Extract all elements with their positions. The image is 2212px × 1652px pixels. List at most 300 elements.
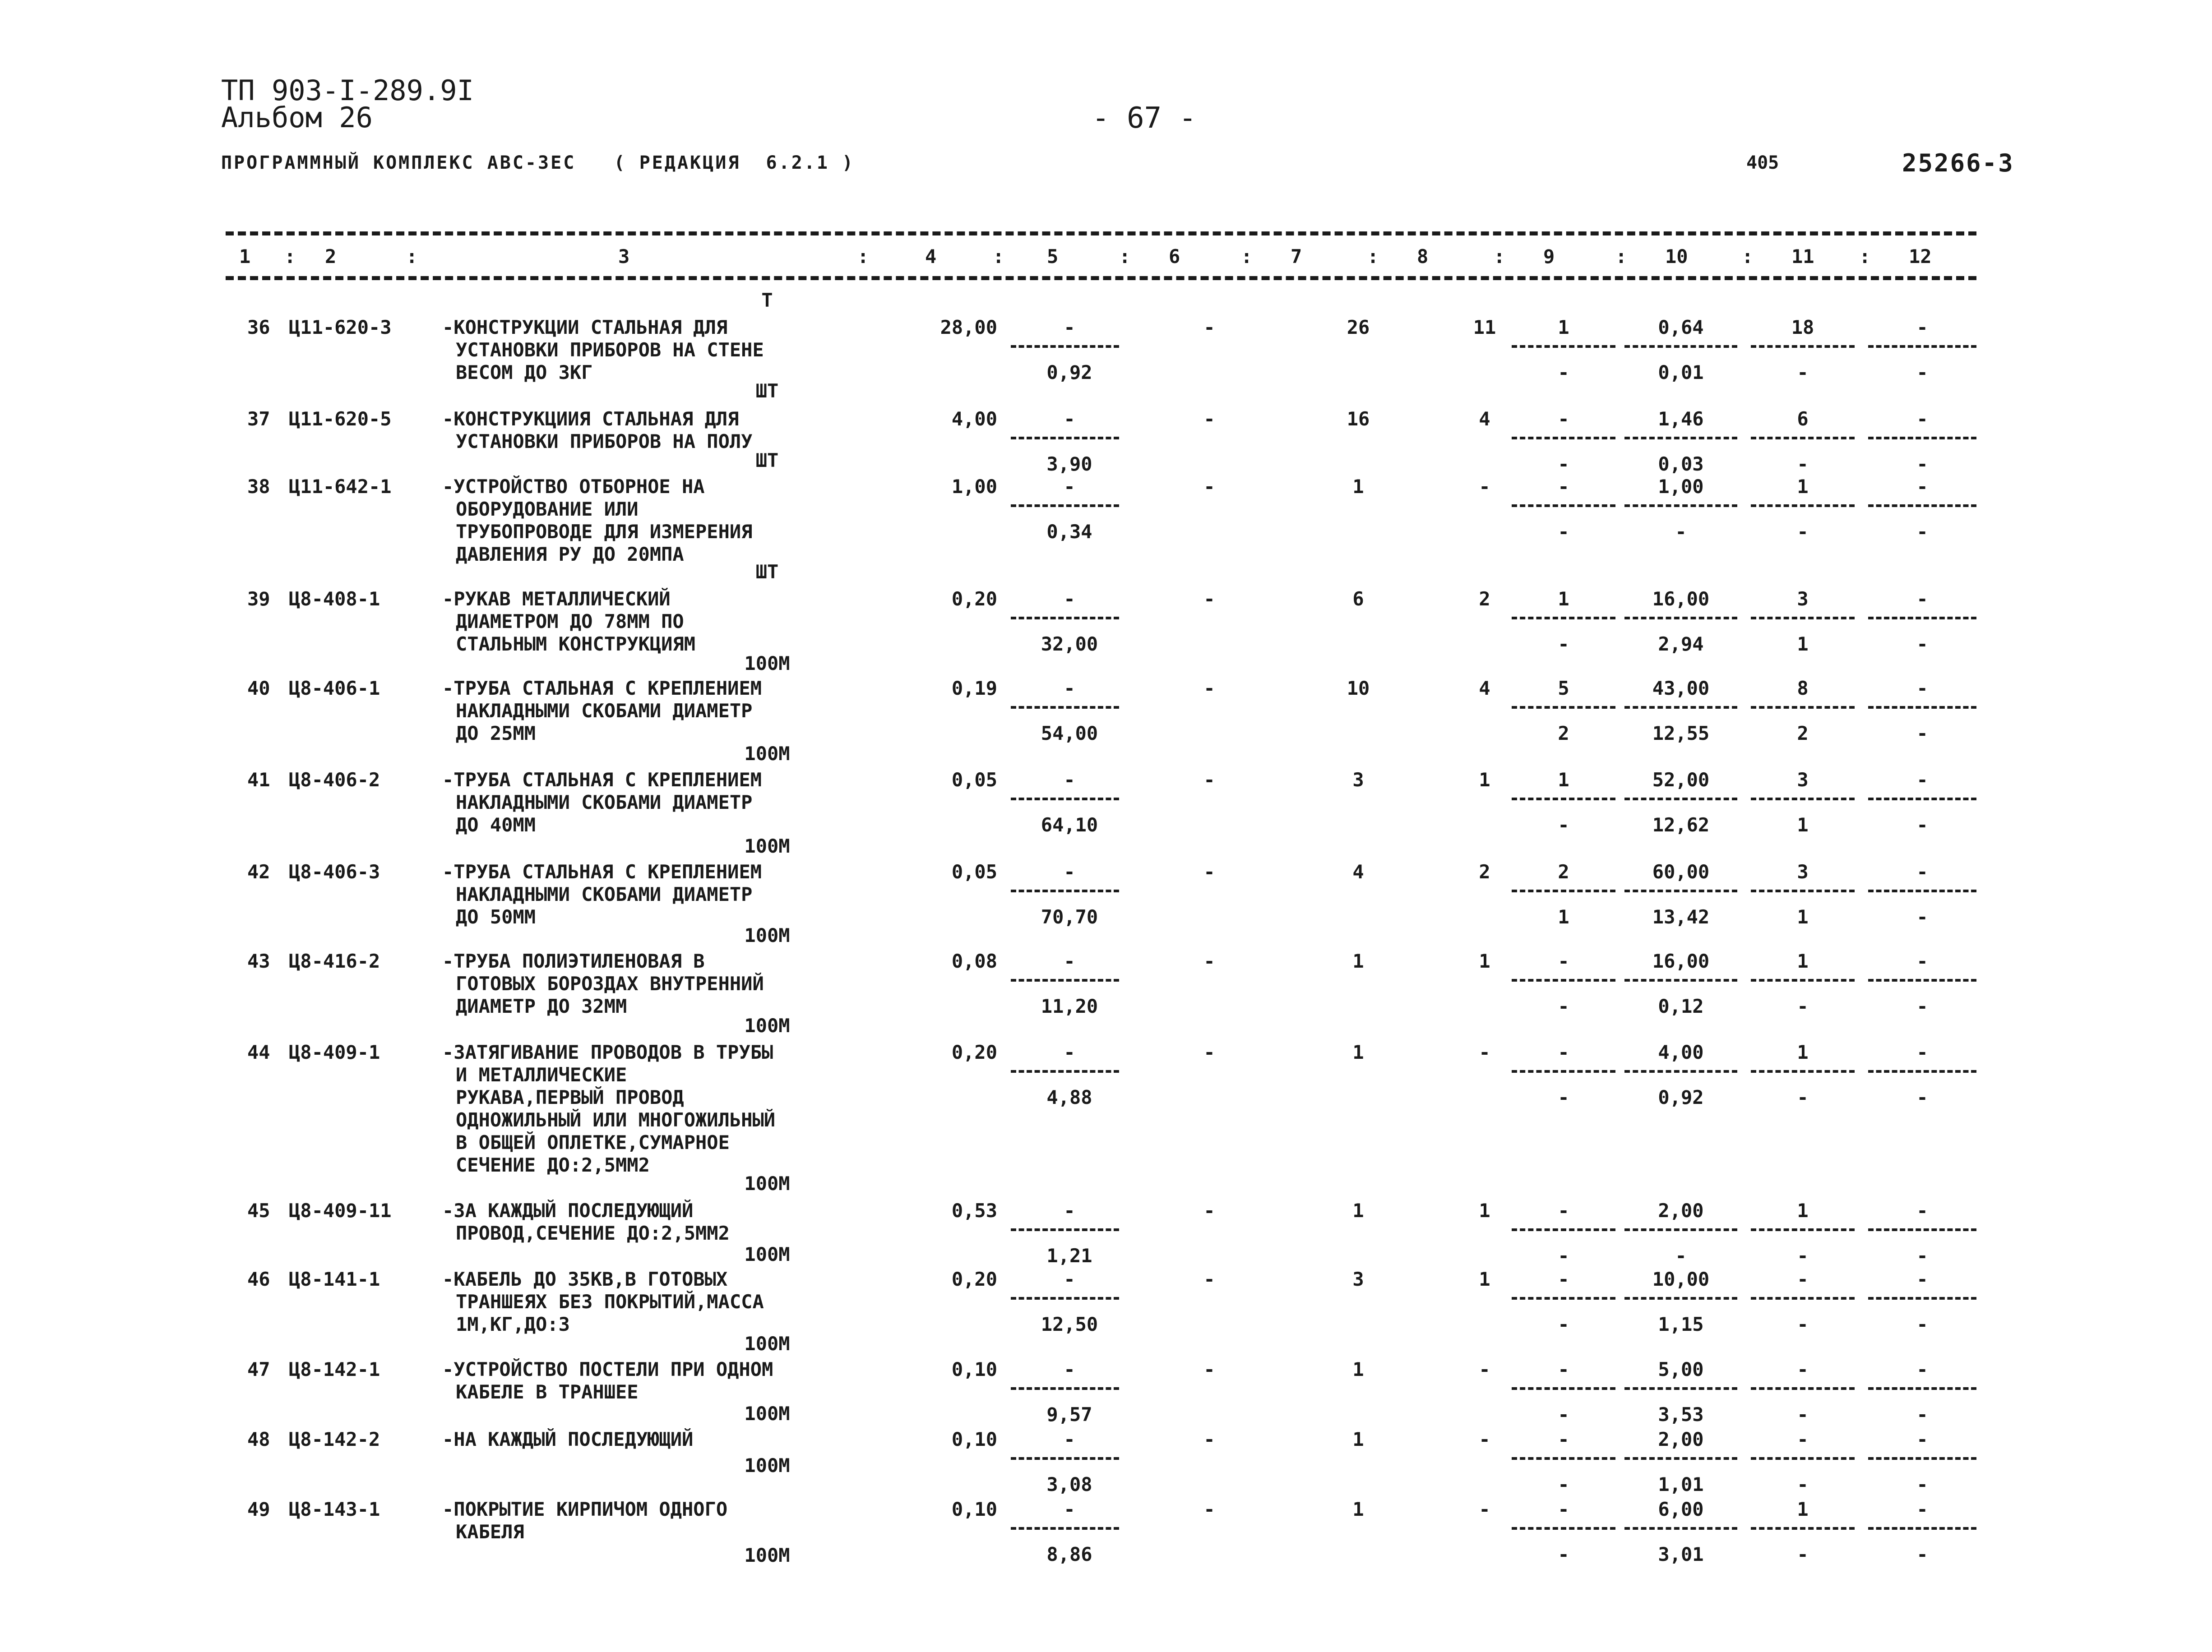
quantity-cell: 4,00	[951, 408, 997, 430]
col5-lower: 4,88	[1046, 1086, 1092, 1108]
column-separator: :	[1119, 245, 1131, 268]
column-separator: :	[1241, 245, 1253, 268]
c11-lower: -	[1797, 1403, 1809, 1426]
col5-upper: -	[1064, 1498, 1075, 1520]
work-name: ДО 50ММ	[456, 906, 536, 928]
col8-cell: -	[1479, 1358, 1490, 1380]
col5-divider	[1011, 890, 1119, 892]
c11-lower: 2	[1797, 722, 1809, 744]
column-header: 10	[1665, 245, 1688, 268]
c10-divider	[1624, 437, 1737, 439]
c12-upper: -	[1916, 1268, 1928, 1290]
c9-upper: -	[1558, 1268, 1569, 1290]
c11-divider	[1751, 890, 1855, 892]
c12-upper: -	[1916, 1041, 1928, 1063]
quantity-cell: 0,20	[951, 588, 997, 610]
column-separator: :	[1859, 245, 1871, 268]
col5-lower: 9,57	[1046, 1403, 1092, 1426]
c11-upper: 1	[1797, 475, 1809, 498]
row-number: 48	[247, 1428, 270, 1450]
quantity-cell: 28,00	[940, 316, 997, 338]
unit-label: 100М	[744, 835, 790, 857]
c9-divider	[1512, 1070, 1615, 1073]
col6-cell: -	[1203, 475, 1215, 498]
table-top-rule	[226, 231, 1976, 235]
quantity-cell: 0,20	[951, 1041, 997, 1063]
quantity-cell: 0,10	[951, 1498, 997, 1520]
c10-lower: 1,15	[1658, 1313, 1704, 1335]
c11-upper: 1	[1797, 950, 1809, 972]
c10-upper: 60,00	[1652, 861, 1710, 883]
c12-lower: -	[1916, 1245, 1928, 1267]
c12-lower: -	[1916, 906, 1928, 928]
col7-cell: 1	[1352, 475, 1364, 498]
quantity-cell: 0,08	[951, 950, 997, 972]
col6-cell: -	[1203, 677, 1215, 699]
c9-divider	[1512, 1457, 1615, 1460]
col8-cell: 1	[1479, 1268, 1490, 1290]
c11-lower: -	[1797, 1473, 1809, 1495]
c12-divider	[1868, 706, 1976, 709]
c12-lower: -	[1916, 453, 1928, 475]
c11-divider	[1751, 617, 1855, 619]
work-name: В ОБЩЕЙ ОПЛЕТКЕ,СУМАРНОЕ	[456, 1131, 730, 1154]
c10-divider	[1624, 1527, 1737, 1530]
unit-label: 100М	[744, 1403, 790, 1425]
col5-divider	[1011, 504, 1119, 507]
col6-cell: -	[1203, 861, 1215, 883]
c11-upper: -	[1797, 1428, 1809, 1450]
quantity-cell: 0,10	[951, 1358, 997, 1380]
column-header: 12	[1909, 245, 1932, 268]
c12-upper: -	[1916, 677, 1928, 699]
col5-lower: 32,00	[1041, 633, 1098, 655]
column-separator: :	[1615, 245, 1627, 268]
c12-lower: -	[1916, 1543, 1928, 1565]
work-name: 1М,КГ,ДО:3	[456, 1313, 570, 1335]
col7-cell: 3	[1352, 769, 1364, 791]
work-name: ТРАНШЕЯХ БЕЗ ПОКРЫТИЙ,МАССА	[456, 1291, 764, 1313]
col5-upper: -	[1064, 1358, 1075, 1380]
c11-divider	[1751, 798, 1855, 800]
c9-lower: -	[1558, 995, 1569, 1017]
c9-upper: -	[1558, 1200, 1569, 1222]
col7-cell: 16	[1347, 408, 1370, 430]
c10-divider	[1624, 617, 1737, 619]
work-name: -ТРУБА СТАЛЬНАЯ С КРЕПЛЕНИЕМ	[442, 861, 762, 883]
c11-upper: 1	[1797, 1041, 1809, 1063]
c11-lower: -	[1797, 1543, 1809, 1565]
document-code: ТП 903-I-289.9I	[221, 74, 474, 107]
work-name: -ТРУБА СТАЛЬНАЯ С КРЕПЛЕНИЕМ	[442, 677, 762, 699]
c12-divider	[1868, 437, 1976, 439]
col5-lower: 1,21	[1046, 1245, 1092, 1267]
c11-divider	[1751, 1457, 1855, 1460]
c10-upper: 52,00	[1652, 769, 1710, 791]
c12-lower: -	[1916, 1473, 1928, 1495]
unit-label: 100М	[744, 652, 790, 674]
c10-divider	[1624, 979, 1737, 982]
col5-upper: -	[1064, 475, 1075, 498]
c11-divider	[1751, 1228, 1855, 1231]
work-name: СТАЛЬНЫМ КОНСТРУКЦИЯМ	[456, 633, 696, 655]
c12-divider	[1868, 504, 1976, 507]
c10-lower: 3,01	[1658, 1543, 1704, 1565]
c12-upper: -	[1916, 1200, 1928, 1222]
col6-cell: -	[1203, 408, 1215, 430]
row-number: 43	[247, 950, 270, 972]
norm-code: Ц8-409-1	[289, 1041, 380, 1063]
row-number: 46	[247, 1268, 270, 1290]
quantity-cell: 0,05	[951, 769, 997, 791]
c9-divider	[1512, 1297, 1615, 1300]
table-header-rule	[226, 276, 1976, 280]
col6-cell: -	[1203, 1358, 1215, 1380]
col6-cell: -	[1203, 1268, 1215, 1290]
c11-upper: 3	[1797, 769, 1809, 791]
c12-divider	[1868, 1297, 1976, 1300]
c11-lower: 1	[1797, 633, 1809, 655]
col7-cell: 1	[1352, 1428, 1364, 1450]
column-separator: :	[1494, 245, 1505, 268]
work-name: ОДНОЖИЛЬНЫЙ ИЛИ МНОГОЖИЛЬНЫЙ	[456, 1109, 776, 1131]
unit-label: 100М	[744, 924, 790, 946]
work-name: -КОНСТРУКЦИИЯ СТАЛЬНАЯ ДЛЯ	[442, 408, 739, 430]
col5-lower: 3,08	[1046, 1473, 1092, 1495]
col5-divider	[1011, 437, 1119, 439]
c9-lower: -	[1558, 453, 1569, 475]
c11-lower: -	[1797, 1245, 1809, 1267]
c10-divider	[1624, 1457, 1737, 1460]
c12-divider	[1868, 1527, 1976, 1530]
col7-cell: 1	[1352, 1358, 1364, 1380]
col8-cell: -	[1479, 475, 1490, 498]
c12-upper: -	[1916, 408, 1928, 430]
col5-divider	[1011, 1228, 1119, 1231]
c11-upper: 3	[1797, 588, 1809, 610]
c12-lower: -	[1916, 722, 1928, 744]
c9-upper: 1	[1558, 316, 1569, 338]
c9-divider	[1512, 1527, 1615, 1530]
c10-lower: 12,62	[1652, 814, 1710, 836]
c9-upper: 1	[1558, 769, 1569, 791]
c12-lower: -	[1916, 361, 1928, 383]
norm-code: Ц8-406-3	[289, 861, 380, 883]
col5-divider	[1011, 706, 1119, 709]
unit-label: 100М	[744, 1243, 790, 1265]
work-name: ВЕСОМ ДО 3КГ	[456, 361, 593, 383]
c10-divider	[1624, 706, 1737, 709]
norm-code: Ц11-642-1	[289, 475, 392, 498]
c11-divider	[1751, 1527, 1855, 1530]
work-name: -РУКАВ МЕТАЛЛИЧЕСКИЙ	[442, 588, 671, 610]
work-name: КАБЕЛЯ	[456, 1521, 524, 1543]
c12-upper: -	[1916, 1428, 1928, 1450]
col5-divider	[1011, 1297, 1119, 1300]
c11-upper: -	[1797, 1358, 1809, 1380]
row-number: 37	[247, 408, 270, 430]
c12-lower: -	[1916, 995, 1928, 1017]
norm-code: Ц8-406-1	[289, 677, 380, 699]
c12-upper: -	[1916, 1498, 1928, 1520]
col5-upper: -	[1064, 861, 1075, 883]
col5-divider	[1011, 1527, 1119, 1530]
c10-lower: 1,01	[1658, 1473, 1704, 1495]
c11-lower: -	[1797, 1086, 1809, 1108]
col6-cell: -	[1203, 1200, 1215, 1222]
c10-lower: 0,12	[1658, 995, 1704, 1017]
c9-lower: -	[1558, 1313, 1569, 1335]
c9-upper: -	[1558, 1428, 1569, 1450]
norm-code: Ц8-409-11	[289, 1200, 392, 1222]
page-number: - 67 -	[1092, 102, 1197, 135]
c12-upper: -	[1916, 588, 1928, 610]
c12-divider	[1868, 1457, 1976, 1460]
c11-divider	[1751, 706, 1855, 709]
c12-upper: -	[1916, 475, 1928, 498]
col6-cell: -	[1203, 316, 1215, 338]
col8-cell: 2	[1479, 861, 1490, 883]
c12-lower: -	[1916, 633, 1928, 655]
quantity-cell: 0,19	[951, 677, 997, 699]
c9-lower: -	[1558, 521, 1569, 543]
program-title: ПРОГРАММНЫЙ КОМПЛЕКС АВС-3ЕС ( РЕДАКЦИЯ 6.2.1 )	[221, 152, 855, 173]
c9-divider	[1512, 617, 1615, 619]
c12-lower: -	[1916, 814, 1928, 836]
c10-lower: 0,03	[1658, 453, 1704, 475]
work-name: НАКЛАДНЫМИ СКОБАМИ ДИАМЕТР	[456, 883, 753, 905]
norm-code: Ц8-416-2	[289, 950, 380, 972]
col5-lower: 12,50	[1041, 1313, 1098, 1335]
col5-divider	[1011, 798, 1119, 800]
column-separator: :	[993, 245, 1004, 268]
c12-divider	[1868, 345, 1976, 348]
c11-lower: -	[1797, 521, 1809, 543]
work-name: ДИАМЕТР ДО 32ММ	[456, 995, 627, 1017]
col8-cell: 4	[1479, 408, 1490, 430]
column-separator: :	[1367, 245, 1379, 268]
c11-divider	[1751, 1297, 1855, 1300]
row-number: 40	[247, 677, 270, 699]
col6-cell: -	[1203, 588, 1215, 610]
c12-divider	[1868, 979, 1976, 982]
c12-divider	[1868, 1070, 1976, 1073]
col5-lower: 3,90	[1046, 453, 1092, 475]
column-separator: :	[1742, 245, 1754, 268]
album-label: Альбом 26	[221, 101, 373, 134]
c11-divider	[1751, 437, 1855, 439]
c10-divider	[1624, 1297, 1737, 1300]
work-name: -ПОКРЫТИЕ КИРПИЧОМ ОДНОГО	[442, 1498, 728, 1520]
c11-upper: -	[1797, 1268, 1809, 1290]
col6-cell: -	[1203, 769, 1215, 791]
c9-divider	[1512, 798, 1615, 800]
col8-cell: 1	[1479, 1200, 1490, 1222]
work-name: -ТРУБА ПОЛИЭТИЛЕНОВАЯ В	[442, 950, 705, 972]
col5-lower: 0,92	[1046, 361, 1092, 383]
col5-lower: 64,10	[1041, 814, 1098, 836]
quantity-cell: 0,10	[951, 1428, 997, 1450]
col7-cell: 3	[1352, 1268, 1364, 1290]
work-name: -УСТРОЙСТВО ОТБОРНОЕ НА	[442, 475, 705, 498]
row-number: 45	[247, 1200, 270, 1222]
c9-lower: 2	[1558, 722, 1569, 744]
c12-upper: -	[1916, 861, 1928, 883]
c11-divider	[1751, 979, 1855, 982]
col5-upper: -	[1064, 1041, 1075, 1063]
unit-label: ШТ	[755, 380, 779, 402]
column-header: 7	[1291, 245, 1302, 268]
c9-upper: -	[1558, 408, 1569, 430]
c11-lower: -	[1797, 453, 1809, 475]
work-name: ГОТОВЫХ БОРОЗДАХ ВНУТРЕННИЙ	[456, 973, 764, 995]
work-name: -КАБЕЛЬ ДО 35КВ,В ГОТОВЫХ	[442, 1268, 728, 1290]
row-number: 44	[247, 1041, 270, 1063]
c9-upper: -	[1558, 1498, 1569, 1520]
column-header: 8	[1417, 245, 1429, 268]
c9-upper: 1	[1558, 588, 1569, 610]
c9-lower: -	[1558, 361, 1569, 383]
col7-cell: 1	[1352, 1200, 1364, 1222]
unit-label: ШТ	[755, 561, 779, 583]
work-name: -УСТРОЙСТВО ПОСТЕЛИ ПРИ ОДНОМ	[442, 1358, 773, 1380]
column-header: 6	[1169, 245, 1180, 268]
c11-upper: 8	[1797, 677, 1809, 699]
column-header: 2	[325, 245, 337, 268]
col5-upper: -	[1064, 1428, 1075, 1450]
c10-lower: 3,53	[1658, 1403, 1704, 1426]
norm-code: Ц8-406-2	[289, 769, 380, 791]
column-header: 5	[1047, 245, 1059, 268]
col7-cell: 6	[1352, 588, 1364, 610]
c11-lower: -	[1797, 995, 1809, 1017]
c9-upper: -	[1558, 475, 1569, 498]
col6-cell: -	[1203, 1041, 1215, 1063]
unit-label: 100М	[744, 1015, 790, 1037]
c10-lower: 13,42	[1652, 906, 1710, 928]
work-name: НАКЛАДНЫМИ СКОБАМИ ДИАМЕТР	[456, 700, 753, 722]
col7-cell: 1	[1352, 1041, 1364, 1063]
work-name: НАКЛАДНЫМИ СКОБАМИ ДИАМЕТР	[456, 791, 753, 813]
c10-upper: 0,64	[1658, 316, 1704, 338]
col5-upper: -	[1064, 408, 1075, 430]
col6-cell: -	[1203, 950, 1215, 972]
col8-cell: 1	[1479, 950, 1490, 972]
c11-lower: -	[1797, 1313, 1809, 1335]
col5-divider	[1011, 1457, 1119, 1460]
c10-lower: 2,94	[1658, 633, 1704, 655]
c10-lower: 12,55	[1652, 722, 1710, 744]
c12-lower: -	[1916, 1086, 1928, 1108]
c9-divider	[1512, 504, 1615, 507]
c12-lower: -	[1916, 1403, 1928, 1426]
col5-divider	[1011, 1387, 1119, 1390]
c11-upper: 1	[1797, 1498, 1809, 1520]
column-header: 1	[239, 245, 251, 268]
row-number: 36	[247, 316, 270, 338]
c9-lower: -	[1558, 814, 1569, 836]
row-number: 39	[247, 588, 270, 610]
col5-divider	[1011, 617, 1119, 619]
unit-label: 100М	[744, 1544, 790, 1566]
col5-upper: -	[1064, 677, 1075, 699]
c11-divider	[1751, 504, 1855, 507]
norm-code: Ц8-142-2	[289, 1428, 380, 1450]
c10-divider	[1624, 345, 1737, 348]
c12-upper: -	[1916, 769, 1928, 791]
col5-upper: -	[1064, 1268, 1075, 1290]
c11-lower: 1	[1797, 906, 1809, 928]
unit-label: Т	[761, 289, 773, 311]
c12-upper: -	[1916, 950, 1928, 972]
c10-upper: 5,00	[1658, 1358, 1704, 1380]
quantity-cell: 0,20	[951, 1268, 997, 1290]
c10-upper: 4,00	[1658, 1041, 1704, 1063]
c10-divider	[1624, 798, 1737, 800]
row-number: 49	[247, 1498, 270, 1520]
c9-lower: -	[1558, 1543, 1569, 1565]
unit-label: 100М	[744, 1172, 790, 1195]
c12-lower: -	[1916, 521, 1928, 543]
work-name: ДИАМЕТРОМ ДО 78ММ ПО	[456, 610, 684, 632]
col8-cell: -	[1479, 1041, 1490, 1063]
norm-code: Ц8-141-1	[289, 1268, 380, 1290]
c11-upper: 18	[1791, 316, 1814, 338]
c9-upper: -	[1558, 1041, 1569, 1063]
c9-upper: 5	[1558, 677, 1569, 699]
work-name: УСТАНОВКИ ПРИБОРОВ НА ПОЛУ	[456, 430, 753, 452]
row-number: 42	[247, 861, 270, 883]
col6-cell: -	[1203, 1498, 1215, 1520]
col7-cell: 10	[1347, 677, 1370, 699]
c10-lower: 0,92	[1658, 1086, 1704, 1108]
column-separator: :	[857, 245, 869, 268]
c11-upper: 1	[1797, 1200, 1809, 1222]
work-name: ПРОВОД,СЕЧЕНИЕ ДО:2,5ММ2	[456, 1222, 730, 1244]
column-header: 11	[1791, 245, 1814, 268]
quantity-cell: 0,53	[951, 1200, 997, 1222]
work-name: РУКАВА,ПЕРВЫЙ ПРОВОД	[456, 1086, 684, 1108]
c11-lower: 1	[1797, 814, 1809, 836]
c11-divider	[1751, 1070, 1855, 1073]
col7-cell: 1	[1352, 950, 1364, 972]
c9-lower: -	[1558, 1403, 1569, 1426]
c11-upper: 6	[1797, 408, 1809, 430]
c12-divider	[1868, 890, 1976, 892]
col5-upper: -	[1064, 316, 1075, 338]
c10-lower: 0,01	[1658, 361, 1704, 383]
unit-label: 100М	[744, 743, 790, 765]
c9-lower: -	[1558, 633, 1569, 655]
col8-cell: 11	[1473, 316, 1496, 338]
c10-lower: -	[1675, 521, 1687, 543]
c12-lower: -	[1916, 1313, 1928, 1335]
c12-divider	[1868, 798, 1976, 800]
col8-cell: 1	[1479, 769, 1490, 791]
quantity-cell: 0,05	[951, 861, 997, 883]
work-name: -НА КАЖДЫЙ ПОСЛЕДУЮЩИЙ	[442, 1428, 694, 1450]
c12-divider	[1868, 1387, 1976, 1390]
c10-lower: -	[1675, 1245, 1687, 1267]
c10-upper: 16,00	[1652, 588, 1710, 610]
c11-divider	[1751, 345, 1855, 348]
work-name: ДАВЛЕНИЯ РУ ДО 20МПА	[456, 543, 684, 565]
c9-upper: -	[1558, 1358, 1569, 1380]
c10-upper: 10,00	[1652, 1268, 1710, 1290]
work-name: -КОНСТРУКЦИИ СТАЛЬНАЯ ДЛЯ	[442, 316, 728, 338]
c10-divider	[1624, 1070, 1737, 1073]
c11-lower: -	[1797, 361, 1809, 383]
